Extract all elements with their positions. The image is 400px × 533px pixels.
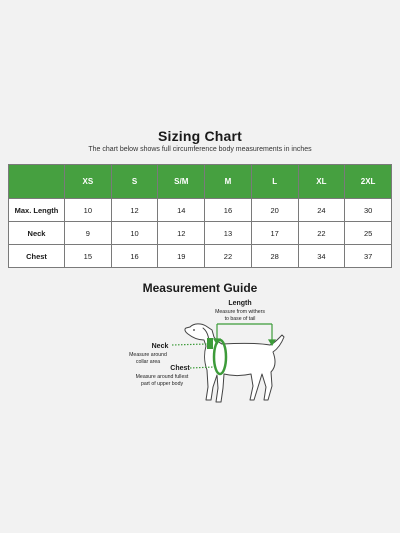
length-label: Length bbox=[228, 300, 252, 307]
size-header-sm: S/M bbox=[158, 165, 205, 199]
sizing-chart-subtitle: The chart below shows full circumference body measurements in inches bbox=[88, 146, 312, 153]
table-cell: 25 bbox=[345, 222, 392, 245]
table-row-max-length bbox=[9, 199, 392, 222]
table-cell: 24 bbox=[298, 199, 345, 222]
table-cell: 16 bbox=[205, 199, 252, 222]
measurement-diagram bbox=[0, 290, 400, 425]
size-table bbox=[8, 164, 392, 268]
table-cell: 10 bbox=[111, 222, 158, 245]
size-header-m: M bbox=[205, 165, 252, 199]
chest-label: Chest bbox=[170, 365, 190, 372]
length-desc-2: to base of tail bbox=[224, 316, 256, 322]
table-cell: 20 bbox=[251, 199, 298, 222]
size-header-s: S bbox=[111, 165, 158, 199]
dog-illustration bbox=[185, 324, 284, 402]
table-cell: 16 bbox=[111, 245, 158, 268]
row-label-max-length: Max. Length bbox=[9, 199, 65, 222]
table-cell: 30 bbox=[345, 199, 392, 222]
table-cell: 12 bbox=[111, 199, 158, 222]
table-cell: 22 bbox=[205, 245, 252, 268]
row-label-neck: Neck bbox=[9, 222, 65, 245]
table-cell: 13 bbox=[205, 222, 252, 245]
neck-collar-marker bbox=[207, 338, 213, 349]
table-cell: 9 bbox=[65, 222, 112, 245]
table-row-chest bbox=[9, 245, 392, 268]
table-cell: 37 bbox=[345, 245, 392, 268]
table-cell: 10 bbox=[65, 199, 112, 222]
length-desc-1: Measure from withers bbox=[215, 309, 265, 315]
neck-leader-line bbox=[172, 344, 207, 345]
sizing-chart-title: Sizing Chart bbox=[157, 128, 243, 144]
measurement-guide-title: Measurement Guide bbox=[142, 281, 258, 295]
chest-desc-2: part of upper body bbox=[140, 381, 184, 387]
size-header-xs: XS bbox=[65, 165, 112, 199]
size-header-xl: XL bbox=[298, 165, 345, 199]
neck-desc-2: collar area bbox=[135, 359, 161, 365]
table-cell: 22 bbox=[298, 222, 345, 245]
row-label-chest: Chest bbox=[9, 245, 65, 268]
table-row-neck bbox=[9, 222, 392, 245]
size-header-l: L bbox=[251, 165, 298, 199]
size-header-row bbox=[9, 165, 392, 199]
neck-label: Neck bbox=[151, 343, 169, 350]
size-header-2xl: 2XL bbox=[345, 165, 392, 199]
neck-desc-1: Measure around bbox=[129, 352, 167, 358]
table-cell: 17 bbox=[251, 222, 298, 245]
table-cell: 12 bbox=[158, 222, 205, 245]
table-cell: 15 bbox=[65, 245, 112, 268]
table-cell: 28 bbox=[251, 245, 298, 268]
table-cell: 34 bbox=[298, 245, 345, 268]
table-cell: 19 bbox=[158, 245, 205, 268]
table-corner-cell bbox=[9, 165, 65, 199]
chest-desc-1: Measure around fullest bbox=[135, 374, 189, 380]
table-cell: 14 bbox=[158, 199, 205, 222]
